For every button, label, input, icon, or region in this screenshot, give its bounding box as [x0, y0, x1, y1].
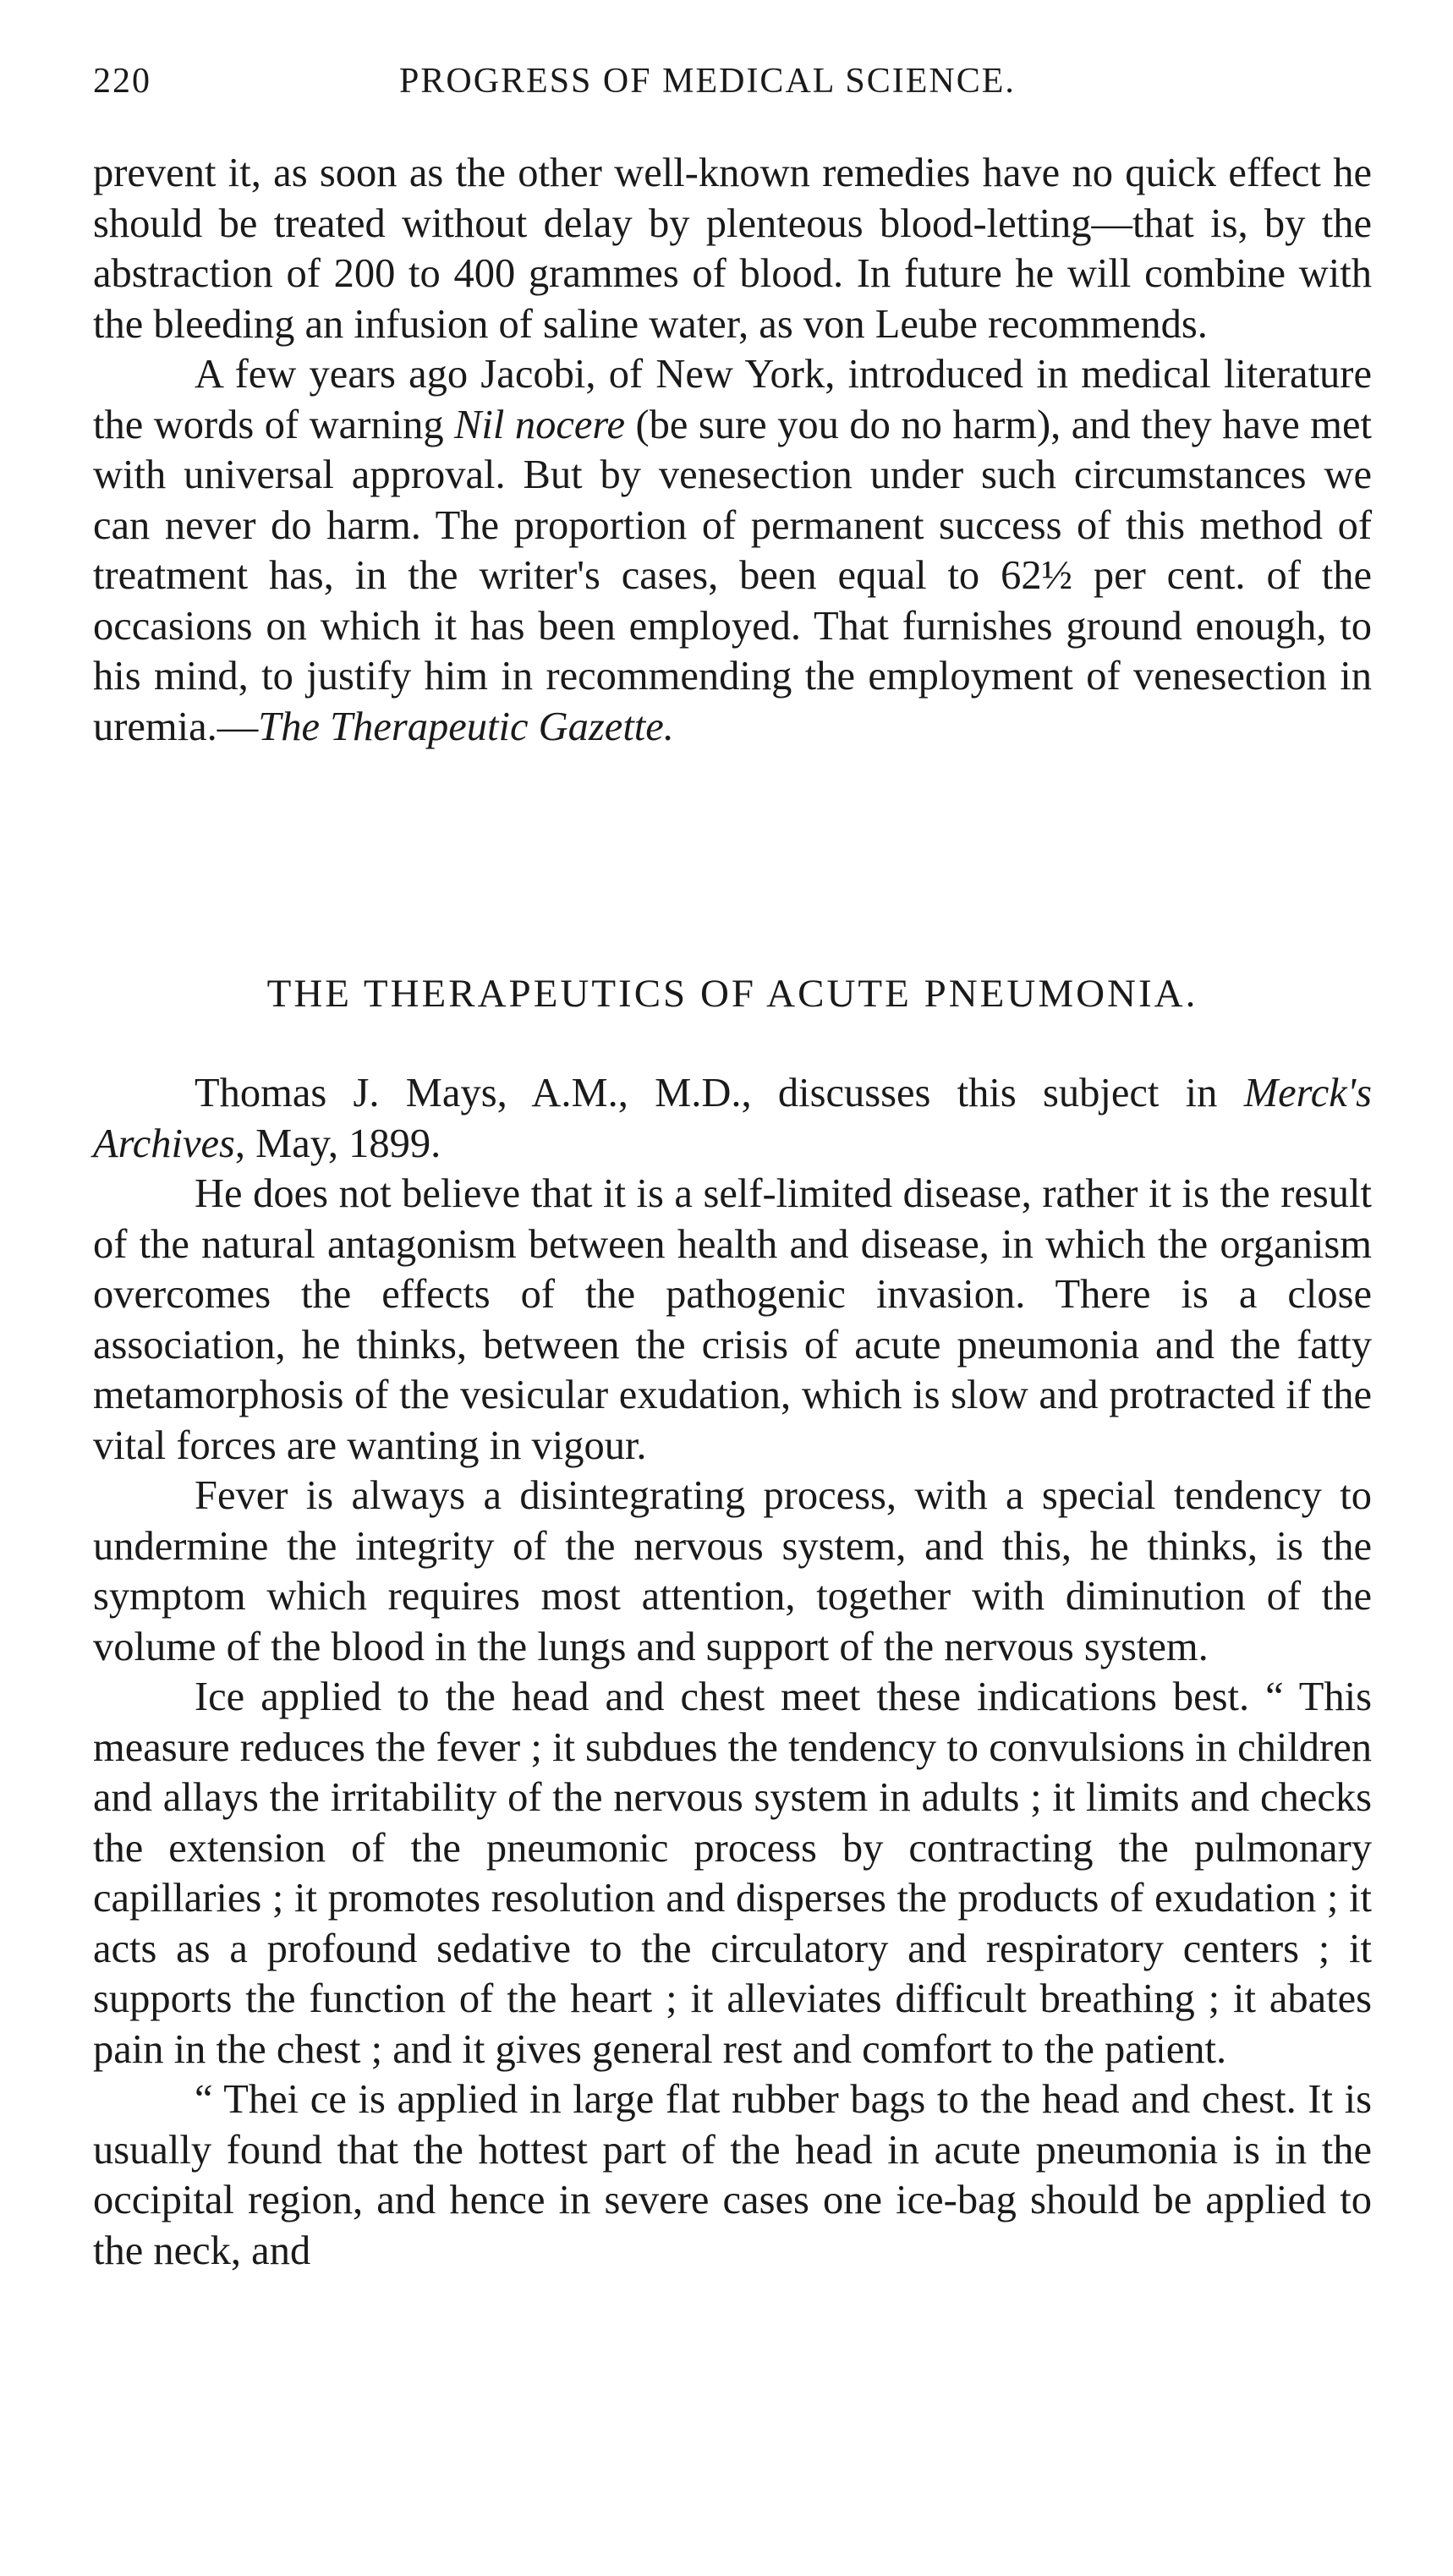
- paragraph-text: (be sure you do no harm), and they have met with universal approval. But by venesection under such circumstances we can never do harm. The proportion of permanent success of this method of treatment has, in the writer's cases, been equal to 62½ per cent. of the occasions on which it has been employed. That furnishes ground enough, to his mind, to justify him in recommending the employment of venesection in uremia.—: [93, 402, 1372, 749]
- paragraph: Ice applied to the head and chest meet these indications best. “ This measure reduces the fever ; it subdues the tendency to convulsions in children and allays the irritability of the nervous system in adults ; it limits and checks the extension of the pneumonic process by contracting the pulmonary capillaries ; it promotes resolution and disperses the products of exudation ; it acts as a profound sedative to the circulatory and respiratory centers ; it supports the function of the heart ; it alleviates difficult breathing ; it abates pain in the chest ; and it gives general rest and comfort to the patient.: [93, 1674, 1372, 2072]
- paragraph-text: Thomas J. Mays, A.M., M.D., discusses this subject in: [195, 1071, 1244, 1115]
- source-citation: The Therapeutic Gazette.: [258, 704, 674, 749]
- paragraph-text: A few years ago Jacobi, of New York, introduced in medical literature the words of warning: [93, 352, 1372, 447]
- journal-title: Merck's Archives: [93, 1071, 1372, 1166]
- article-pneumonia-text: [93, 1068, 1372, 2276]
- paragraph: [93, 148, 1372, 349]
- paragraph: “ Thei ce is applied in large flat rubber bags to the head and chest. It is usually found that the hottest part of the head in acute pneumonia is in the occipital region, and hence in severe cases one ice-bag should be applied to the neck, and: [93, 2077, 1372, 2273]
- paragraph-text: , May, 1899.: [234, 1121, 441, 1166]
- paragraph: [93, 349, 1372, 752]
- paragraph: He does not believe that it is a self-limited disease, rather it is the result of the natural antagonism between health and disease, in which the organism overcomes the effects of the pathogenic invasion. There is a close association, he thinks, between the crisis of acute pneumonia and the fatty metamorphosis of the vesicular exudation, which is slow and protracted if the vital forces are wanting in vigour.: [93, 1171, 1372, 1468]
- paragraph: [93, 1068, 1372, 1169]
- latin-phrase: Nil nocere: [454, 402, 625, 447]
- paragraph: Fever is always a disintegrating process, with a special tendency to undermine the integrity of the nervous system, and this, he thinks, is the symptom which requires most attention, together with diminution of the volume of the blood in the lungs and support of the nervous system.: [93, 1473, 1372, 1669]
- page-number: 220: [93, 62, 151, 101]
- paragraph-text: prevent it, as soon as the other well-known remedies have no quick effect he should be treated without delay by plenteous blood-letting—that is, by the abstraction of 200 to 400 grammes of blood. In future he will combine with the bleeding an infusion of saline water, as von Leube recommends.: [93, 151, 1372, 347]
- running-title: PROGRESS OF MEDICAL SCIENCE.: [399, 62, 1016, 101]
- running-head: [93, 61, 1370, 112]
- section-heading: THE THERAPEUTICS OF ACUTE PNEUMONIA.: [266, 972, 1198, 1016]
- article-uremia-text: [93, 148, 1372, 752]
